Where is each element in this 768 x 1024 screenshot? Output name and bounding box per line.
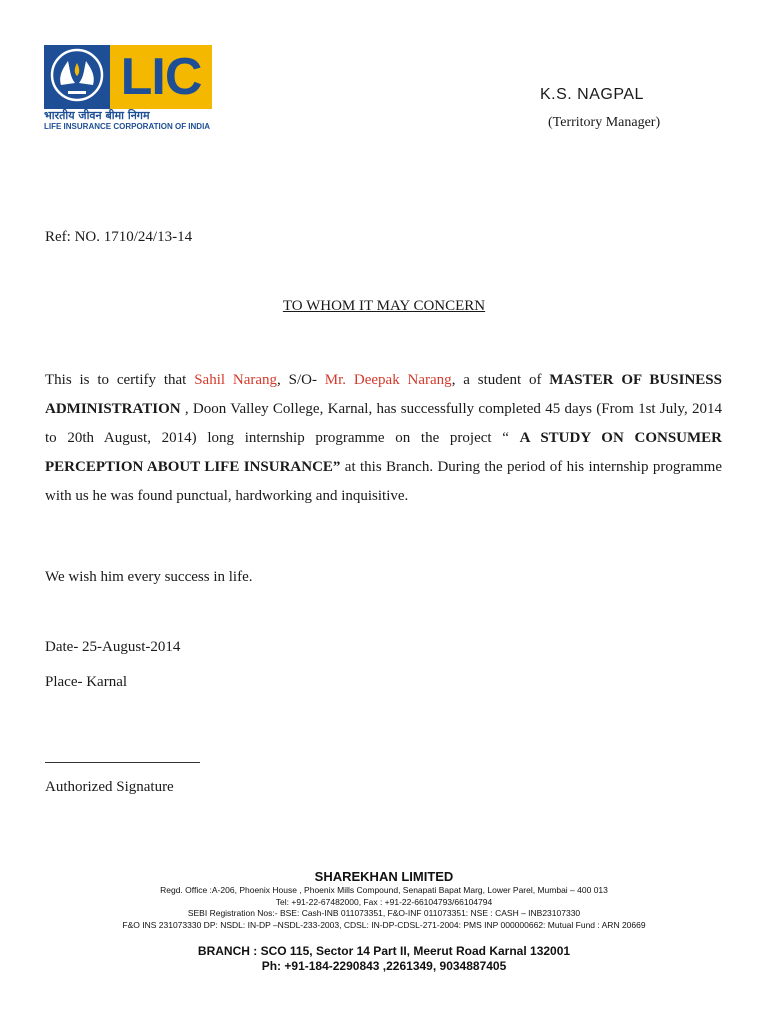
footer-phone: Ph: +91-184-2290843 ,2261349, 9034887405 (261, 959, 507, 973)
project-title: A STUDY ON CONSUMER PERCEPTION ABOUT LIFE INSURANCE” (45, 430, 722, 475)
reference-number: Ref: NO. 1710/24/13-14 (45, 229, 193, 245)
hands-lamp-emblem-icon (44, 45, 110, 109)
letter-footer (0, 868, 768, 974)
place-line: Place- Karnal (45, 674, 128, 690)
logo-english-name: LIFE INSURANCE CORPORATION OF INDIA (44, 122, 211, 131)
student-name: Sahil Narang (194, 372, 278, 388)
lic-logo (44, 45, 214, 133)
logo-letters: LIC (120, 48, 202, 106)
footer-company: SHAREKHAN LIMITED (314, 869, 454, 884)
body-text-2: , S/O- (277, 372, 325, 388)
body-text-5: at this Branch. During the period of his internship programme with us he was found punctual, hardworking and inquisitive. (45, 459, 722, 504)
signer-name: K.S. NAGPAL (540, 86, 644, 103)
logo-hindi-name: भारतीय जीवन बीमा निगम (44, 109, 150, 122)
logo-letter-box (110, 45, 212, 109)
footer-regd-office: Regd. Office :A-206, Phoenix House , Phoenix Mills Compound, Senapati Bapat Marg, Lower Parel, Mumbai – 400 013 (160, 885, 608, 895)
signature-line (45, 762, 200, 763)
body-text-4: , Doon Valley College, Karnal, has successfully completed 45 days (From 1st July, 2014 to 20th August, 2014) long internship programme on the project “ (45, 401, 722, 446)
body-text-1: This is to certify that (45, 372, 195, 388)
letter-subject: TO WHOM IT MAY CONCERN (282, 298, 486, 314)
footer-sebi-registration: SEBI Registration Nos:- BSE: Cash-INB 011073351, F&O-INF 011073351: NSE : CASH – INB23107330 (187, 908, 581, 918)
certificate-body (45, 366, 722, 511)
footer-branch: BRANCH : SCO 115, Sector 14 Part II, Meerut Road Karnal 132001 (197, 944, 571, 958)
signer-title: (Territory Manager) (548, 115, 661, 130)
signature-label: Authorized Signature (45, 779, 174, 795)
footer-tel-fax: Tel: +91-22-67482000, Fax : +91-22-66104793/66104794 (275, 896, 493, 907)
father-name: Mr. Deepak Narang (324, 372, 452, 388)
date-line: Date- 25-August-2014 (45, 639, 181, 655)
wish-line: We wish him every success in life. (45, 569, 253, 585)
body-text-3: , a student of (451, 372, 550, 388)
footer-fo-dp: F&O INS 231073330 DP: NSDL: IN-DP –NSDL-233-2003, CDSL: IN-DP-CDSL-271-2004: PMS INP 000000662: Mutual Fund : ARN 20669 (122, 919, 646, 930)
degree-name: MASTER OF BUSINESS ADMINISTRATION (45, 372, 722, 417)
